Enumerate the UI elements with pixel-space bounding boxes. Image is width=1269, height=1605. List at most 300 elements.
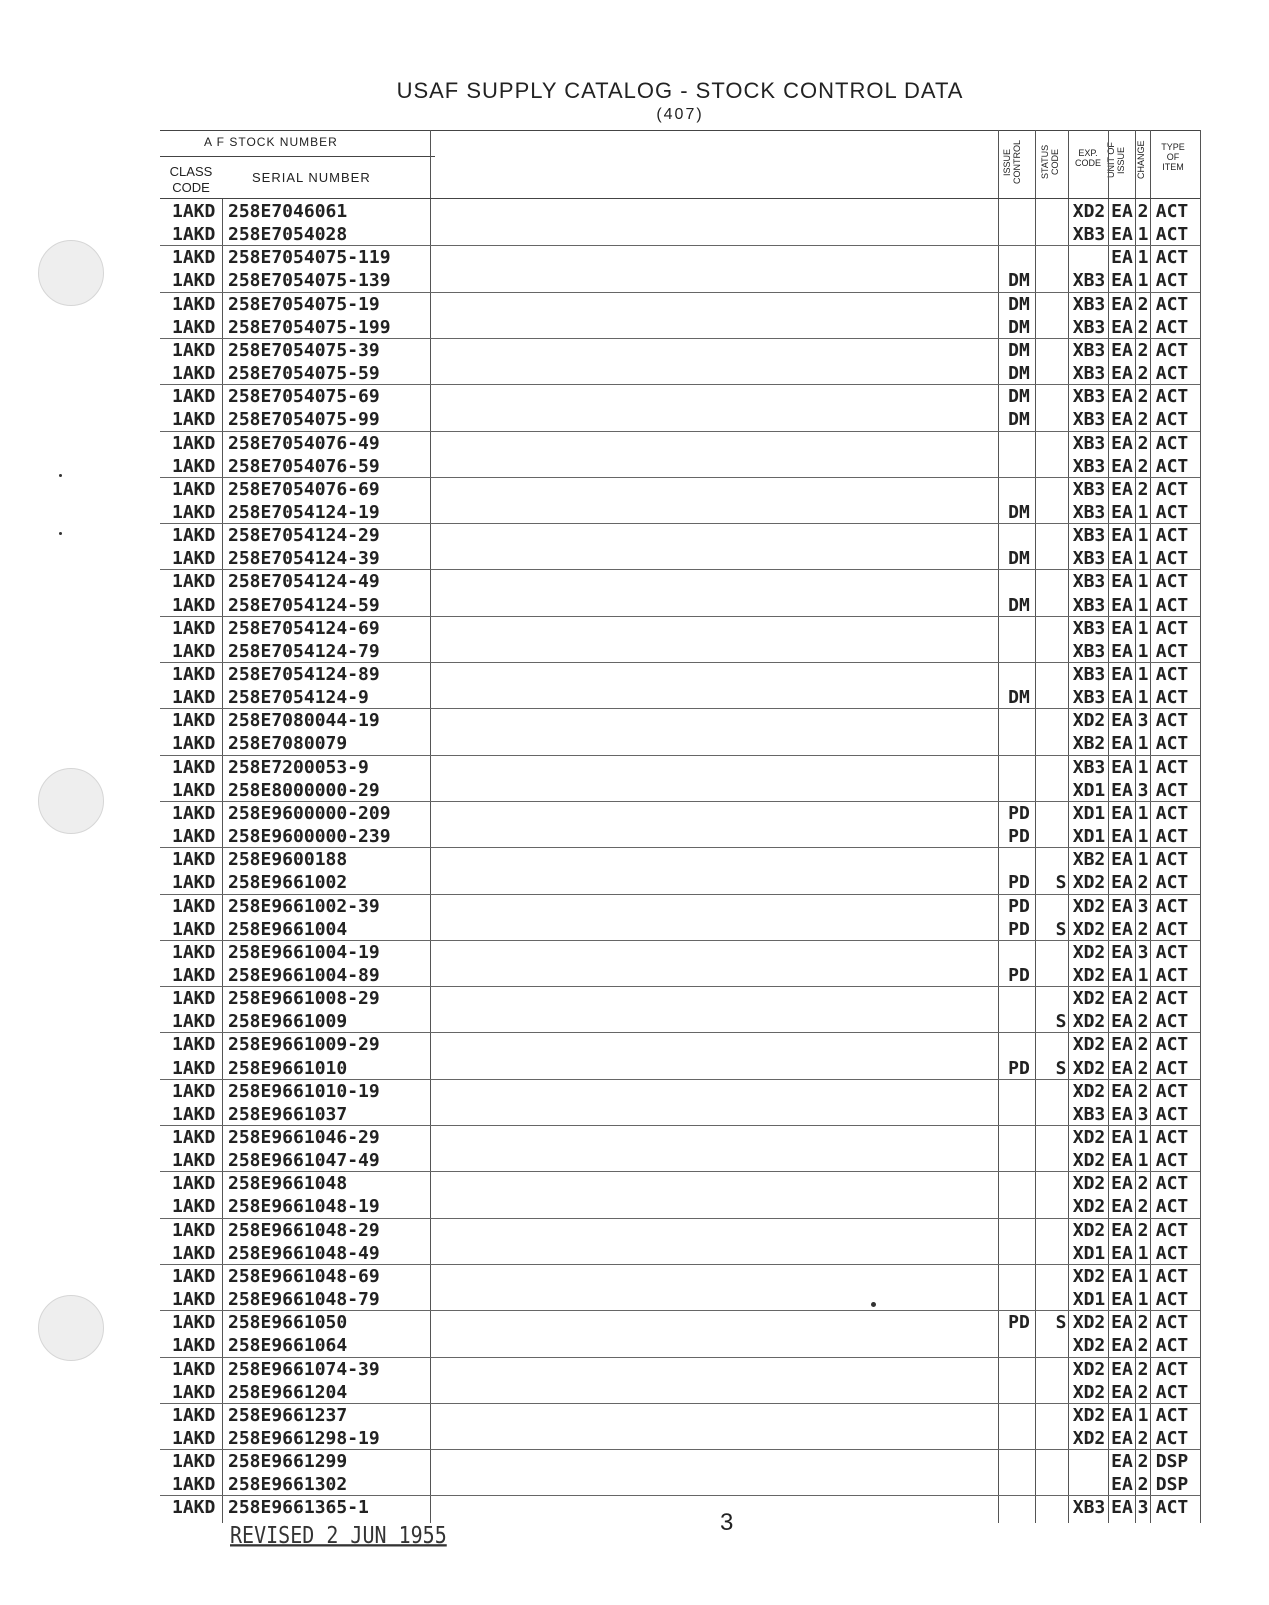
status-code-cell: S [1055, 918, 1067, 940]
issue-control-cell: DM [1008, 548, 1030, 570]
class-code-cell: 1AKD [172, 1057, 216, 1079]
class-code-cell: 1AKD [172, 478, 216, 500]
type-of-item-cell: ACT [1155, 247, 1189, 269]
type-of-item-cell: ACT [1155, 826, 1189, 848]
unit-of-issue-cell: EA [1111, 525, 1133, 547]
type-of-item-cell: ACT [1155, 525, 1189, 547]
change-code-cell: 3 [1137, 1103, 1149, 1125]
class-code-cell: 1AKD [172, 247, 216, 269]
exp-code-cell: XD2 [1072, 872, 1106, 894]
change-code-cell: 2 [1137, 1219, 1149, 1241]
exp-code-cell: XB3 [1072, 640, 1106, 662]
change-code-cell: 1 [1137, 849, 1149, 871]
issue-control-cell: DM [1008, 409, 1030, 431]
unit-of-issue-cell: EA [1111, 988, 1133, 1010]
type-of-item-cell: ACT [1155, 1219, 1189, 1241]
serial-number-cell: 258E9661008-29 [228, 988, 380, 1010]
class-code-cell: 1AKD [172, 1497, 216, 1519]
type-of-item-cell: ACT [1155, 964, 1189, 986]
exp-code-cell: XB3 [1072, 409, 1106, 431]
exp-code-cell: XB3 [1072, 339, 1106, 361]
table-top-rule [160, 130, 1200, 131]
serial-number-cell: 258E9661009 [228, 1011, 348, 1033]
class-code-cell: 1AKD [172, 687, 216, 709]
serial-number-cell: 258E7054075-19 [228, 293, 380, 315]
change-code-cell: 3 [1137, 941, 1149, 963]
catalog-title: USAF SUPPLY CATALOG - STOCK CONTROL DATA [396, 78, 964, 103]
unit-of-issue-cell: EA [1111, 270, 1133, 292]
unit-of-issue-cell: EA [1111, 1497, 1133, 1519]
serial-number-cell: 258E9600000-209 [228, 802, 391, 824]
serial-number-cell: 258E7054124-79 [228, 640, 380, 662]
row-group-rule [160, 1218, 1200, 1219]
class-code-cell: 1AKD [172, 779, 216, 801]
exp-code-cell: XD1 [1072, 1289, 1106, 1311]
row-group-rule [160, 894, 1200, 895]
column-rule [1200, 130, 1201, 1523]
class-code-cell: 1AKD [172, 988, 216, 1010]
exp-code-cell: XD2 [1072, 964, 1106, 986]
unit-of-issue-cell: EA [1111, 733, 1133, 755]
exp-code-cell: XD2 [1072, 941, 1106, 963]
af-stock-number-header: A F STOCK NUMBER [204, 135, 338, 149]
change-code-cell: 2 [1137, 478, 1149, 500]
class-code-cell: 1AKD [172, 710, 216, 732]
change-code-cell: 2 [1137, 432, 1149, 454]
status-code-cell: S [1055, 872, 1067, 894]
class-code-header: CLASS CODE [169, 164, 213, 195]
unit-of-issue-cell: EA [1111, 941, 1133, 963]
class-code-cell: 1AKD [172, 1150, 216, 1172]
stock-number-rule [160, 156, 435, 157]
exp-code-cell: XD2 [1072, 1173, 1106, 1195]
unit-of-issue-cell: EA [1111, 1103, 1133, 1125]
serial-number-cell: 258E9600000-239 [228, 826, 391, 848]
class-code-cell: 1AKD [172, 1335, 216, 1357]
unit-of-issue-cell: EA [1111, 293, 1133, 315]
issue-control-header: ISSUE CONTROL [1002, 140, 1022, 185]
change-code-cell: 2 [1137, 409, 1149, 431]
exp-code-cell: XB3 [1072, 1497, 1106, 1519]
row-group-rule [160, 431, 1200, 432]
binder-hole-top [38, 240, 104, 306]
exp-code-cell: XD2 [1072, 1011, 1106, 1033]
unit-of-issue-cell: EA [1111, 1427, 1133, 1449]
class-code-cell: 1AKD [172, 224, 216, 246]
class-code-cell: 1AKD [172, 1127, 216, 1148]
exp-code-cell: XD2 [1072, 1057, 1106, 1079]
class-code-cell: 1AKD [172, 1451, 216, 1473]
row-group-rule [160, 1125, 1200, 1126]
class-code-cell: 1AKD [172, 1242, 216, 1264]
exp-code-cell: XB3 [1072, 548, 1106, 570]
unit-of-issue-cell: EA [1111, 316, 1133, 338]
row-group-rule [160, 986, 1200, 987]
paper-speck [59, 532, 62, 535]
binder-hole-middle [38, 768, 104, 834]
type-of-item-cell: ACT [1155, 664, 1189, 685]
unit-of-issue-cell: EA [1111, 1242, 1133, 1264]
type-of-item-cell: ACT [1155, 710, 1189, 732]
serial-number-cell: 258E9661037 [228, 1103, 348, 1125]
issue-control-cell: PD [1008, 964, 1030, 986]
change-code-cell: 2 [1137, 1474, 1149, 1496]
unit-of-issue-cell: EA [1111, 386, 1133, 408]
unit-of-issue-cell: EA [1111, 756, 1133, 778]
serial-number-cell: 258E7054124-69 [228, 617, 380, 639]
type-of-item-cell: ACT [1155, 1150, 1189, 1172]
exp-code-cell: XB3 [1072, 571, 1106, 593]
exp-code-cell: XB3 [1072, 756, 1106, 778]
class-code-cell: 1AKD [172, 872, 216, 894]
unit-of-issue-cell: EA [1111, 640, 1133, 662]
unit-of-issue-cell: EA [1111, 895, 1133, 917]
exp-code-cell: XD2 [1072, 918, 1106, 940]
unit-of-issue-cell: EA [1111, 1265, 1133, 1287]
class-code-cell: 1AKD [172, 941, 216, 963]
exp-code-cell: XD2 [1072, 895, 1106, 917]
exp-code-cell: XD2 [1072, 1358, 1106, 1380]
exp-code-cell: XD1 [1072, 779, 1106, 801]
type-of-item-cell: ACT [1155, 1335, 1189, 1357]
row-group-rule [160, 616, 1200, 617]
change-code-cell: 2 [1137, 1011, 1149, 1033]
row-group-rule [160, 1264, 1200, 1265]
class-code-cell: 1AKD [172, 432, 216, 454]
type-of-item-cell: DSP [1155, 1474, 1189, 1496]
serial-number-cell: 258E7054124-29 [228, 525, 380, 547]
change-code-cell: 2 [1137, 1381, 1149, 1403]
serial-number-cell: 258E7054124-59 [228, 594, 380, 616]
serial-number-cell: 258E9661050 [228, 1312, 348, 1334]
exp-code-cell: XD2 [1072, 1335, 1106, 1357]
type-of-item-cell: ACT [1155, 1173, 1189, 1195]
change-code-cell: 2 [1137, 1080, 1149, 1102]
serial-number-cell: 258E7080079 [228, 733, 348, 755]
exp-code-cell: XD2 [1072, 1150, 1106, 1172]
change-code-cell: 1 [1137, 1242, 1149, 1264]
change-code-cell: 1 [1137, 733, 1149, 755]
type-of-item-cell: ACT [1155, 339, 1189, 361]
type-of-item-cell: ACT [1155, 201, 1189, 222]
class-code-cell: 1AKD [172, 1289, 216, 1311]
exp-code-cell: XD2 [1072, 1219, 1106, 1241]
row-group-rule [160, 1357, 1200, 1358]
header-bottom-rule [160, 198, 1200, 199]
unit-of-issue-cell: EA [1111, 1034, 1133, 1056]
unit-of-issue-cell: EA [1111, 594, 1133, 616]
exp-code-cell: XB3 [1072, 224, 1106, 246]
class-code-cell: 1AKD [172, 1474, 216, 1496]
serial-number-cell: 258E9661048-69 [228, 1265, 380, 1287]
serial-number-cell: 258E9661048-29 [228, 1219, 380, 1241]
serial-number-cell: 258E7054076-49 [228, 432, 380, 454]
change-code-cell: 2 [1137, 1358, 1149, 1380]
unit-of-issue-cell: EA [1111, 501, 1133, 523]
change-code-cell: 1 [1137, 826, 1149, 848]
type-of-item-cell: ACT [1155, 270, 1189, 292]
type-of-item-cell: ACT [1155, 316, 1189, 338]
unit-of-issue-cell: EA [1111, 1080, 1133, 1102]
class-code-cell: 1AKD [172, 617, 216, 639]
class-code-cell: 1AKD [172, 1011, 216, 1033]
exp-code-cell: XD2 [1072, 1312, 1106, 1334]
change-code-cell: 1 [1137, 687, 1149, 709]
unit-of-issue-cell: EA [1111, 802, 1133, 824]
class-code-cell: 1AKD [172, 756, 216, 778]
unit-of-issue-cell: EA [1111, 1451, 1133, 1473]
class-code-cell: 1AKD [172, 316, 216, 338]
change-code-cell: 1 [1137, 571, 1149, 593]
serial-number-cell: 258E9600188 [228, 849, 348, 871]
type-of-item-cell: DSP [1155, 1451, 1189, 1473]
exp-code-cell: XB2 [1072, 849, 1106, 871]
exp-code-cell: XD1 [1072, 1242, 1106, 1264]
serial-number-cell: 258E9661047-49 [228, 1150, 380, 1172]
class-code-cell: 1AKD [172, 1103, 216, 1125]
type-of-item-cell: ACT [1155, 1057, 1189, 1079]
class-code-cell: 1AKD [172, 201, 216, 222]
serial-number-cell: 258E7080044-19 [228, 710, 380, 732]
exp-code-cell: XB3 [1072, 664, 1106, 685]
row-group-rule [160, 801, 1200, 802]
row-group-rule [160, 847, 1200, 848]
change-code-cell: 1 [1137, 756, 1149, 778]
change-code-cell: 1 [1137, 1289, 1149, 1311]
row-group-rule [160, 1449, 1200, 1450]
type-of-item-cell: ACT [1155, 640, 1189, 662]
serial-number-cell: 258E7054076-69 [228, 478, 380, 500]
row-group-rule [160, 940, 1200, 941]
row-group-rule [160, 384, 1200, 385]
type-of-item-cell: ACT [1155, 1196, 1189, 1218]
serial-number-cell: 258E9661048-79 [228, 1289, 380, 1311]
class-code-cell: 1AKD [172, 1427, 216, 1449]
exp-code-cell: XB3 [1072, 525, 1106, 547]
revised-stamp: REVISED 2 JUN 1955 [230, 1521, 447, 1549]
type-of-item-cell: ACT [1155, 1034, 1189, 1056]
unit-of-issue-cell: EA [1111, 1057, 1133, 1079]
serial-number-cell: 258E7054124-89 [228, 664, 380, 685]
serial-number-cell: 258E9661074-39 [228, 1358, 380, 1380]
row-group-rule [160, 523, 1200, 524]
change-code-cell: 3 [1137, 710, 1149, 732]
serial-number-cell: 258E9661064 [228, 1335, 348, 1357]
unit-of-issue-cell: EA [1111, 1173, 1133, 1195]
exp-code-cell: XB3 [1072, 316, 1106, 338]
issue-control-cell: PD [1008, 1312, 1030, 1334]
change-code-cell: 1 [1137, 247, 1149, 269]
serial-number-cell: 258E9661010-19 [228, 1080, 380, 1102]
unit-of-issue-cell: EA [1111, 1150, 1133, 1172]
unit-of-issue-cell: EA [1111, 1289, 1133, 1311]
issue-control-cell: PD [1008, 918, 1030, 940]
unit-of-issue-cell: EA [1111, 478, 1133, 500]
change-code-cell: 2 [1137, 1312, 1149, 1334]
serial-number-cell: 258E7054075-199 [228, 316, 391, 338]
issue-control-cell: PD [1008, 872, 1030, 894]
column-rule [430, 130, 431, 1523]
change-code-cell: 2 [1137, 918, 1149, 940]
issue-control-cell: PD [1008, 895, 1030, 917]
serial-number-cell: 258E7200053-9 [228, 756, 369, 778]
unit-of-issue-cell: EA [1111, 571, 1133, 593]
type-of-item-cell: ACT [1155, 432, 1189, 454]
change-code-cell: 1 [1137, 964, 1149, 986]
unit-of-issue-cell: EA [1111, 872, 1133, 894]
unit-of-issue-cell: EA [1111, 710, 1133, 732]
exp-code-cell: XB3 [1072, 386, 1106, 408]
type-of-item-cell: ACT [1155, 779, 1189, 801]
change-code-cell: 1 [1137, 664, 1149, 685]
change-code-cell: 1 [1137, 525, 1149, 547]
exp-code-cell: XB3 [1072, 687, 1106, 709]
paper-speck [59, 474, 62, 477]
row-group-rule [160, 1310, 1200, 1311]
type-of-item-cell: ACT [1155, 1381, 1189, 1403]
type-of-item-cell: ACT [1155, 409, 1189, 431]
unit-of-issue-cell: EA [1111, 455, 1133, 477]
change-code-cell: 2 [1137, 363, 1149, 385]
change-code-cell: 3 [1137, 895, 1149, 917]
class-code-cell: 1AKD [172, 548, 216, 570]
exp-code-cell: XB2 [1072, 733, 1106, 755]
unit-of-issue-cell: EA [1111, 409, 1133, 431]
status-code-header: STATUS CODE [1040, 144, 1060, 180]
change-code-cell: 3 [1137, 779, 1149, 801]
serial-number-cell: 258E7054075-119 [228, 247, 391, 269]
class-code-cell: 1AKD [172, 455, 216, 477]
change-code-cell: 2 [1137, 1057, 1149, 1079]
class-code-cell: 1AKD [172, 664, 216, 685]
row-group-rule [160, 1495, 1200, 1496]
exp-code-cell: XB3 [1072, 617, 1106, 639]
unit-of-issue-cell: EA [1111, 1127, 1133, 1148]
exp-code-cell: XB3 [1072, 363, 1106, 385]
serial-number-cell: 258E7054076-59 [228, 455, 380, 477]
type-of-item-cell: ACT [1155, 1127, 1189, 1148]
unit-of-issue-cell: EA [1111, 1381, 1133, 1403]
type-of-item-cell: ACT [1155, 802, 1189, 824]
change-code-cell: 2 [1137, 1034, 1149, 1056]
class-code-cell: 1AKD [172, 1173, 216, 1195]
serial-number-cell: 258E7054075-139 [228, 270, 391, 292]
stock-control-table [160, 126, 1200, 1523]
change-code-cell: 3 [1137, 1497, 1149, 1519]
serial-number-cell: 258E7054028 [228, 224, 348, 246]
serial-number-cell: 258E7054124-19 [228, 501, 380, 523]
catalog-group: (407) [656, 106, 704, 123]
type-of-item-cell: ACT [1155, 363, 1189, 385]
row-group-rule [160, 1171, 1200, 1172]
class-code-cell: 1AKD [172, 1381, 216, 1403]
exp-code-cell: XB3 [1072, 501, 1106, 523]
change-code-cell: 2 [1137, 386, 1149, 408]
exp-code-cell: XD2 [1072, 201, 1106, 222]
type-of-item-cell: ACT [1155, 594, 1189, 616]
change-code-cell: 2 [1137, 201, 1149, 222]
class-code-cell: 1AKD [172, 1196, 216, 1218]
type-of-item-cell: ACT [1155, 571, 1189, 593]
type-of-item-cell: ACT [1155, 1103, 1189, 1125]
row-group-rule [160, 755, 1200, 756]
type-of-item-cell: ACT [1155, 1497, 1189, 1519]
serial-number-cell: 258E8000000-29 [228, 779, 380, 801]
serial-number-cell: 258E7046061 [228, 201, 348, 222]
type-of-item-cell: ACT [1155, 687, 1189, 709]
issue-control-cell: DM [1008, 363, 1030, 385]
class-code-cell: 1AKD [172, 1358, 216, 1380]
type-of-item-cell: ACT [1155, 1358, 1189, 1380]
type-of-item-cell: ACT [1155, 501, 1189, 523]
row-group-rule [160, 569, 1200, 570]
serial-number-cell: 258E7054075-69 [228, 386, 380, 408]
type-of-item-cell: ACT [1155, 941, 1189, 963]
serial-number-cell: 258E7054124-9 [228, 687, 369, 709]
type-of-item-cell: ACT [1155, 1011, 1189, 1033]
unit-of-issue-cell: EA [1111, 964, 1133, 986]
change-code-cell: 1 [1137, 1150, 1149, 1172]
status-code-cell: S [1055, 1057, 1067, 1079]
type-of-item-cell: ACT [1155, 1404, 1189, 1426]
serial-number-cell: 258E7054124-49 [228, 571, 380, 593]
status-code-cell: S [1055, 1011, 1067, 1033]
binder-hole-bottom [38, 1295, 104, 1361]
type-of-item-cell: ACT [1155, 872, 1189, 894]
class-code-cell: 1AKD [172, 409, 216, 431]
unit-of-issue-cell: EA [1111, 664, 1133, 685]
type-of-item-cell: ACT [1155, 386, 1189, 408]
exp-code-cell: XD2 [1072, 1080, 1106, 1102]
class-code-cell: 1AKD [172, 386, 216, 408]
serial-number-cell: 258E9661010 [228, 1057, 348, 1079]
change-code-cell: 2 [1137, 1173, 1149, 1195]
change-code-cell: 1 [1137, 1404, 1149, 1426]
type-of-item-cell: ACT [1155, 1289, 1189, 1311]
row-group-rule [160, 1079, 1200, 1080]
type-of-item-cell: ACT [1155, 224, 1189, 246]
type-of-item-cell: ACT [1155, 733, 1189, 755]
exp-code-cell: XD2 [1072, 1404, 1106, 1426]
unit-of-issue-cell: EA [1111, 1219, 1133, 1241]
unit-of-issue-cell: EA [1111, 1358, 1133, 1380]
exp-code-cell: XB3 [1072, 478, 1106, 500]
exp-code-cell: XB3 [1072, 270, 1106, 292]
exp-code-cell: XD2 [1072, 1196, 1106, 1218]
serial-number-cell: 258E9661046-29 [228, 1127, 380, 1148]
type-of-item-cell: ACT [1155, 548, 1189, 570]
class-code-cell: 1AKD [172, 1034, 216, 1056]
exp-code-cell: XD1 [1072, 802, 1106, 824]
serial-number-cell: 258E9661004-89 [228, 964, 380, 986]
unit-of-issue-cell: EA [1111, 1474, 1133, 1496]
row-group-rule [160, 245, 1200, 246]
change-code-cell: 1 [1137, 501, 1149, 523]
class-code-cell: 1AKD [172, 640, 216, 662]
class-code-cell: 1AKD [172, 1312, 216, 1334]
change-code-cell: 2 [1137, 455, 1149, 477]
issue-control-cell: DM [1008, 293, 1030, 315]
class-code-cell: 1AKD [172, 339, 216, 361]
exp-code-cell: XD2 [1072, 1265, 1106, 1287]
serial-number-header: SERIAL NUMBER [252, 170, 371, 185]
unit-of-issue-cell: EA [1111, 201, 1133, 222]
unit-of-issue-cell: EA [1111, 1312, 1133, 1334]
change-header: CHANGE [1136, 140, 1146, 180]
change-code-cell: 1 [1137, 802, 1149, 824]
unit-of-issue-cell: EA [1111, 363, 1133, 385]
row-group-rule [160, 292, 1200, 293]
